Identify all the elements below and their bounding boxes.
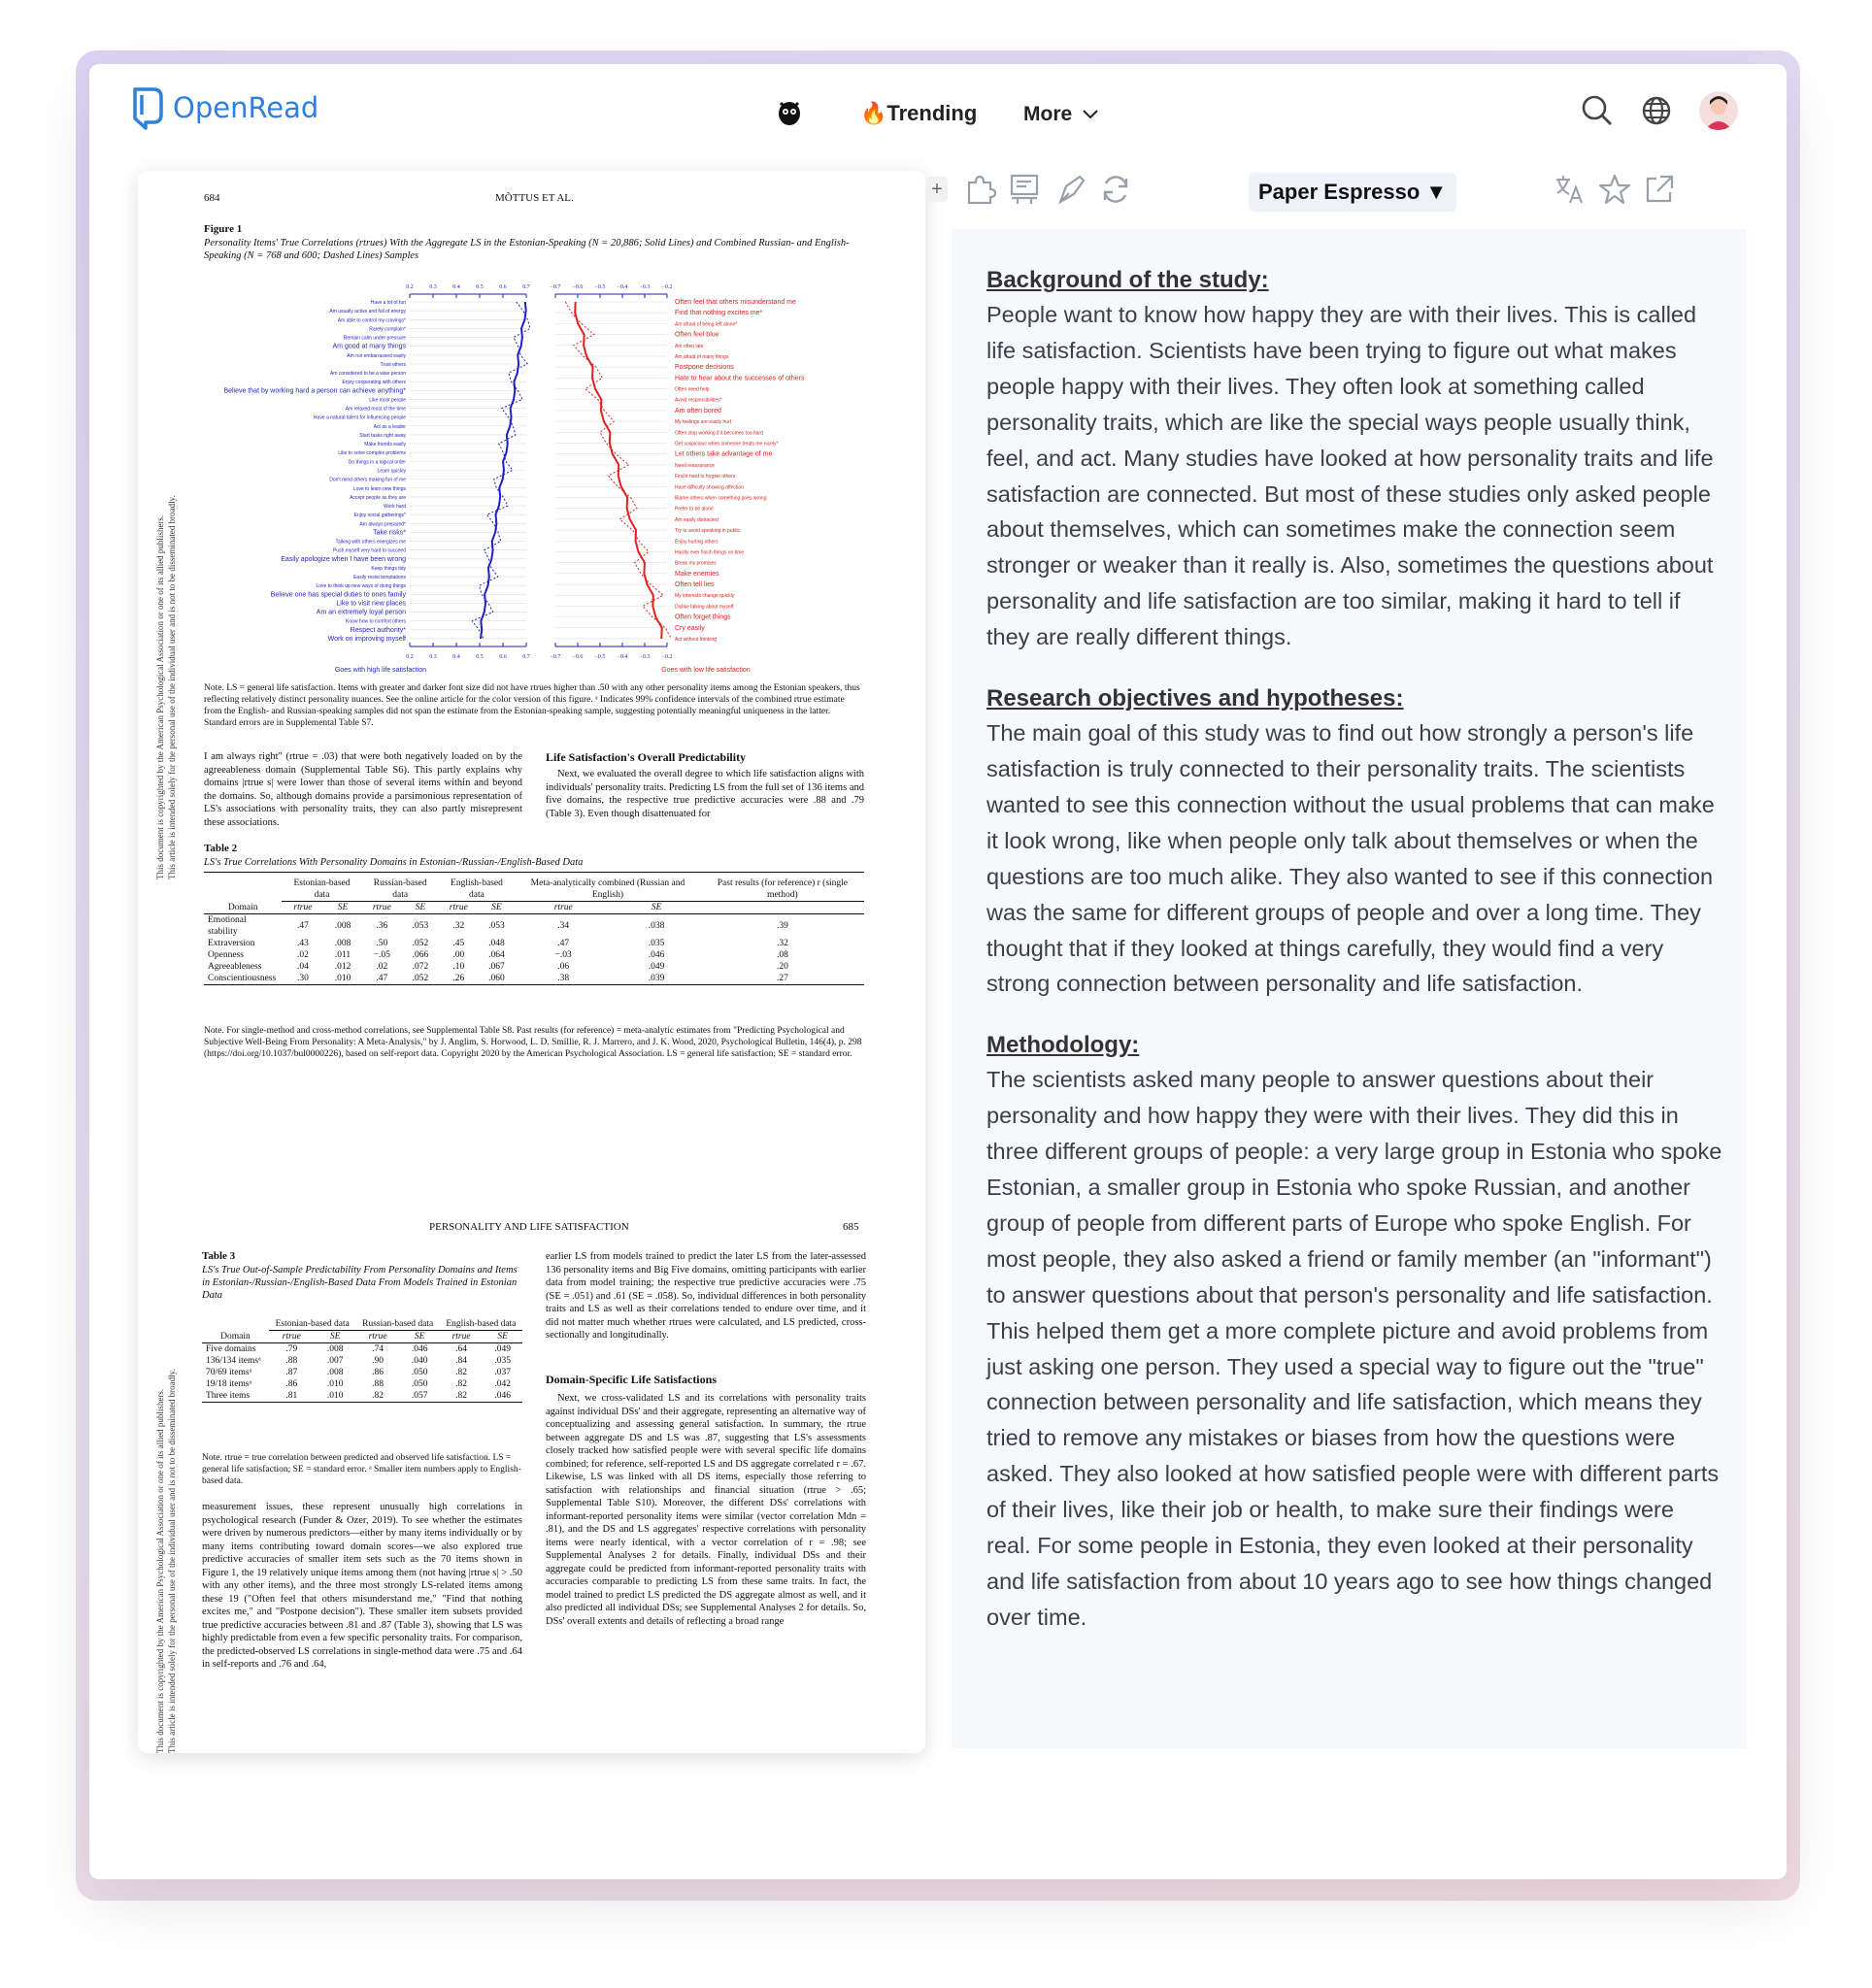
section-heading: Life Satisfaction's Overall Predictability [546, 750, 747, 764]
pdf-page-685 [138, 1209, 925, 1753]
table-cell: .053 [488, 921, 505, 931]
table-column-header: rtrue [362, 902, 402, 914]
table-cell: .20 [776, 962, 788, 972]
item-label: Cry easily [675, 624, 705, 632]
item-label: Often feel blue [675, 331, 719, 339]
item-label: Often need help [675, 386, 710, 393]
table-cell: .060 [479, 973, 515, 985]
figure-label: Figure 1 [204, 223, 243, 235]
table-cell: .046 [648, 950, 665, 960]
item-label: Postpone decisions [675, 364, 734, 372]
table-row [202, 1343, 522, 1356]
table-cell: .010 [326, 1379, 344, 1389]
item-label: Avoid responsibilities* [675, 397, 722, 404]
item-label: Prefer to be alone [675, 506, 714, 513]
table-group-header: Russian-based data [362, 878, 439, 902]
table-cell: .06 [557, 962, 570, 972]
mascot-icon[interactable] [777, 97, 802, 131]
table-group-header: English-based data [440, 1318, 522, 1331]
axis-caption: Goes with low life satisfaction [661, 667, 751, 674]
table-3 [202, 1318, 522, 1444]
item-label: Enjoy social gatherings* [353, 513, 406, 519]
item-label: My feelings are easily hurt [675, 419, 732, 426]
item-label: Am always prepared* [359, 521, 406, 528]
item-label: Hardly ever finish things on time [675, 549, 745, 556]
table-column-header: rtrue [440, 1331, 484, 1343]
table-cell: .82 [455, 1368, 467, 1377]
table-group-header: Russian-based data [356, 1318, 440, 1331]
axis-tick-label: −0.2 [661, 654, 673, 660]
summary-section-body: People want to know how happy they are with their lives. This is called life satisfaction. Scientists have been trying to figure out what makes people happy with their lives. They often look at something called personality traits, which are like the special ways people usually think, feel, and act. Many studies have looked at how personality traits and life satisfaction are connected. But most of these studies only asked people about themselves, which can sometimes make the connection seem stronger or weaker than it really is. Also, sometimes the questions about personality and life satisfaction are too similar, making it hard to tell if they are really different things. [986, 302, 1714, 650]
table-cell: .82 [440, 1390, 484, 1403]
table-cell: .057 [400, 1390, 440, 1403]
table-cell: .067 [488, 962, 505, 972]
item-label: Am often late [675, 343, 704, 349]
pen-nib-icon[interactable] [1054, 173, 1087, 206]
table-cell: .84 [455, 1356, 467, 1366]
copyright-note-2: This article is intended solely for the personal use of the individual user and is not to be disseminated broadly. [167, 1369, 177, 1753]
table-row-label: Extraversion [208, 939, 255, 948]
item-label: Act without thinking [675, 637, 718, 643]
item-label: Respect authority* [350, 626, 406, 634]
axis-tick-label: 0.4 [452, 284, 460, 290]
table-cell: .052 [402, 973, 439, 985]
table-row-label: Agreeableness [208, 962, 262, 972]
table-3-grid [202, 1318, 522, 1403]
item-label: Am usually active and full of energy [329, 309, 406, 315]
item-label: Find that nothing excites me* [675, 310, 763, 317]
item-label: Am often bored [675, 407, 721, 414]
summary-section-heading: Background of the study: [986, 267, 1269, 293]
axis-tick-label: −0.7 [550, 654, 561, 660]
axis-tick-label: 0.5 [476, 654, 484, 660]
item-label: Often feel that others misunderstand me [675, 299, 796, 306]
axis-tick-label: 0.3 [429, 654, 437, 660]
item-label: Believe one has special duties to ones family [270, 591, 406, 599]
table-cell: .035 [494, 1356, 511, 1366]
table-group-header: Estonian-based data [269, 1318, 356, 1331]
table-cell: .47 [557, 939, 570, 948]
item-label: Easily resist temptations [353, 575, 406, 581]
table-cell: .035 [648, 939, 665, 948]
copyright-note-1: This document is copyrighted by the American Psychological Association or one of its allied publishers. [155, 1388, 165, 1753]
puzzle-icon[interactable] [963, 173, 996, 206]
table-cell: .45 [452, 939, 465, 948]
refresh-icon[interactable] [1099, 173, 1132, 206]
copyright-note-1: This document is copyrighted by the American Psychological Association or one of its allied publishers. [155, 514, 165, 879]
item-label: Know how to comfort others [346, 618, 406, 625]
axis-tick-label: −0.4 [617, 284, 628, 290]
avatar[interactable] [1699, 91, 1738, 130]
item-label: Have difficulty showing affection [675, 484, 744, 491]
table-cell: .008 [326, 1344, 344, 1354]
item-label: Like to visit new places [336, 600, 406, 608]
table-cell: .04 [296, 962, 309, 972]
item-label: Do things in a logical order [348, 459, 406, 466]
table-cell: .08 [776, 950, 788, 960]
item-label: Often stop working if it becomes too hard [675, 430, 763, 437]
table-column-header: Domain [204, 902, 282, 914]
table-3-note: Note. rtrue = true correlation between predicted and observed life satisfaction. LS = general life satisfaction; SE = standard error. ᵃ Smaller item numbers apply to English-based data. [202, 1453, 521, 1486]
item-label: My interests change quickly [675, 593, 735, 600]
nav-right-actions [1581, 91, 1738, 130]
body-column-right: Next, we cross-validated LS and its correlations with personality traits against individual DSs' and their aggregate, representing an alternative way of conceptualizing and assessing general satisfaction. In summary, the rtrue between aggregate DS and LS was .87, suggesting that LS's assessments closely tracked how satisfied people were with several specific life domains combined; for reference, self-reported LS and DS aggregate correlated r = .67. Likewise, LS was linked with all DS items, especially those referring to satisfaction with relationships and financial situation (rtrue > .65; Supplemental Table S10). Moreover, the different DSs' correlations with informant-reported personality items were similar (vector correlation Mdn = .81), and the DS and LS aggregates' respective correlations with personality items were nearly identical, with a vector correlation of r = .98; see Supplemental Analyses 2 for details. Finally, individual DSs and their aggregate could be predicted from informant-reported personality traits with accuracies comparable to predicting LS from these same traits. In fact, the model trained to predict LS predicted the DS aggregate almost as well, and it also predicted all individual DSs; see Supplemental Analyses 2 for details. So, DSs' overall extents and details of reflecting a broad range [546, 1393, 866, 1627]
axis-tick-label: 0.4 [452, 654, 460, 660]
table-column-header: SE [402, 902, 439, 914]
reader-toolbar [926, 171, 1761, 219]
table-cell: .040 [411, 1356, 428, 1366]
table-column-header [701, 902, 864, 914]
table-cell: .64 [455, 1344, 467, 1354]
table-column-header: SE [479, 902, 515, 914]
table-cell: .02 [296, 950, 309, 960]
table-group-header: Past results (for reference) r (single method) [701, 878, 864, 902]
axis-tick-label: −0.6 [572, 284, 584, 290]
item-label: Start tasks right away [359, 432, 406, 439]
table-row [204, 949, 864, 961]
nav-more[interactable] [1023, 103, 1099, 126]
section-heading: Domain-Specific Life Satisfactions [546, 1373, 717, 1386]
table-cell: −.03 [554, 950, 572, 960]
item-label: Enjoy cooperating with others [342, 380, 406, 386]
page-number: 684 [204, 192, 220, 204]
item-label: Am afraid of being left alone* [675, 321, 738, 328]
item-label: Easily apologize when I have been wrong [281, 555, 406, 563]
table-cell: .86 [372, 1368, 384, 1377]
body-column-right: Next, we evaluated the overall degree to which life satisfaction aligns with individuals' personality traits. Predicting LS from the full set of 136 items and five domains, the respective true predictive accuracies were .88 and .79 (Table 3). Even though disattenuated for [546, 769, 864, 819]
table-row [204, 914, 864, 939]
table-row [204, 961, 864, 973]
item-label: Am afraid of many things [675, 353, 729, 360]
axis-tick-label: 0.2 [406, 284, 414, 290]
item-label: Act as a leader [373, 423, 406, 430]
table-3-label: Table 3 [202, 1250, 236, 1262]
table-cell: .00 [452, 950, 465, 960]
table-cell: .32 [776, 939, 788, 948]
table-cell: .36 [376, 921, 388, 931]
table-cell: .008 [334, 939, 351, 948]
table-cell: .26 [439, 973, 479, 985]
table-2-grid [204, 878, 864, 985]
table-cell: .81 [269, 1390, 315, 1403]
item-label: Work hard [384, 504, 406, 511]
table-2-label: Table 2 [204, 843, 238, 854]
table-cell: .042 [494, 1379, 511, 1389]
logo[interactable] [132, 85, 318, 130]
table-rule [204, 872, 864, 873]
item-label: Make enemies [675, 570, 719, 578]
table-row-label: Emotional stability [208, 915, 247, 937]
table-group-header: Estonian-based data [282, 878, 361, 902]
table-cell: .066 [412, 950, 429, 960]
table-cell: .43 [296, 939, 309, 948]
open-external-icon[interactable] [1643, 173, 1676, 206]
axis-caption: Goes with high life satisfaction [334, 667, 427, 674]
translate-icon[interactable] [1554, 173, 1587, 206]
pdf-page-684 [138, 171, 925, 1171]
table-cell: .049 [648, 962, 665, 972]
table-cell: .008 [326, 1368, 344, 1377]
table-column-header: SE [612, 902, 700, 914]
table-cell: .32 [452, 921, 465, 931]
figure-1-chart [138, 273, 925, 680]
summary-section-body: The scientists asked many people to answer questions about their personality and how happy they were with their lives. They did this in three different groups of people: a very large group in Estonia who spoke Estonian, a smaller group in Estonia who spoke Russian, and another group of people from different parts of Europe who spoke English. For most people, they also asked a friend or family member (an "informant") to answer questions about that person's personality and life satisfaction. This helped them get a more complete picture and avoid problems from just asking one person. They used a special way to figure out the "true" connection between personality and life satisfaction, which means they tried to remove any mistakes or biases from how the questions were asked. They also looked at how satisfied people were with different parts of their lives, like their job or health, to make sure their findings were real. For some people in Estonia, they even looked at their personality and life satisfaction from about 10 years ago to see how things changed over time. [986, 1067, 1722, 1630]
axis-tick-label: 0.7 [522, 284, 530, 290]
table-cell: .048 [488, 939, 505, 948]
item-label: Am not embarrassed easily [347, 352, 406, 359]
table-cell: .049 [494, 1344, 511, 1354]
item-label: Learn quickly [377, 468, 406, 475]
table-row-label: Conscientiousness [204, 973, 282, 985]
item-label: Am able to control my cravings* [337, 317, 406, 324]
running-head: MÕTTUS ET AL. [495, 192, 574, 204]
summary-section-heading: Methodology: [986, 1032, 1140, 1059]
table-cell: .30 [282, 973, 323, 985]
item-label: Keep things tidy [371, 565, 406, 572]
table-cell: .82 [455, 1379, 467, 1389]
figure-note: Note. LS = general life satisfaction. Items with greater and darker font size did not have rtrues higher than .50 with any other personality items among the Estonian speakers, thus reflecting relatively distinct personality nuances. See the online article for the color version of this figure. ᵃ Indicates 99% confidence intervals of the combined rtrue estimate from the English- and Russian-speaking samples did not span the estimate from the Estonian-speaking sample, suggesting potentially meaningful uniqueness in the latter. Standard errors are in Supplemental Table S7. [204, 683, 860, 728]
app-window [89, 64, 1787, 1879]
item-label: Push myself very hard to succeed [332, 547, 406, 554]
table-2-title: LS's True Correlations With Personality Domains in Estonian-/Russian-/English-Based Data [204, 857, 584, 868]
table-cell: .88 [372, 1379, 384, 1389]
top-nav [89, 64, 1787, 161]
brand-name: OpenRead [173, 91, 319, 124]
table-cell: .86 [285, 1379, 298, 1389]
table-row-label: 136/134 itemsᵃ [206, 1356, 261, 1366]
item-label: Blame others when something goes wrong [675, 495, 767, 502]
table-column-header: SE [323, 902, 361, 914]
table-cell: .037 [494, 1368, 511, 1377]
item-label: Have a lot of fun [370, 300, 406, 306]
axis-tick-label: 0.2 [406, 654, 414, 660]
axis-tick-label: −0.3 [639, 654, 651, 660]
item-label: Remain calm under pressure [343, 335, 406, 342]
search-icon[interactable] [1581, 94, 1614, 127]
table-cell: .012 [334, 962, 351, 972]
item-label: Am an extremely loyal person [316, 609, 406, 616]
axis-tick-label: −0.3 [639, 284, 651, 290]
item-label: Love to think up new ways of doing things [316, 583, 406, 590]
table-column-header: SE [315, 1331, 356, 1343]
table-column-header: rtrue [439, 902, 479, 914]
axis-tick-label: 0.7 [522, 654, 530, 660]
copyright-note-2: This article is intended solely for the personal use of the individual user and is not to be disseminated broadly. [167, 495, 177, 879]
table-cell: .007 [326, 1356, 344, 1366]
page-number: 685 [843, 1221, 859, 1233]
table-cell: .050 [411, 1368, 428, 1377]
nav-more-label: More [1023, 103, 1073, 125]
item-label: Enjoy hurting others [675, 539, 719, 546]
table-cell: .74 [372, 1344, 384, 1354]
item-label: Need reassurance [675, 462, 715, 469]
item-label: Am relaxed most of the time [345, 406, 406, 413]
table-cell: .053 [412, 921, 429, 931]
add-button[interactable]: + [926, 177, 948, 202]
axis-tick-label: 0.3 [429, 284, 437, 290]
table-cell: .050 [411, 1379, 428, 1389]
item-label: Take risks* [373, 529, 406, 537]
table-row-label: 19/18 itemsᵃ [206, 1379, 252, 1389]
chevron-down-icon [1082, 109, 1099, 120]
item-label: Don't mind others making fun of me [329, 477, 406, 483]
item-label: Make friends easily [364, 442, 406, 448]
axis-tick-label: −0.5 [594, 654, 606, 660]
body-column-left: measurement issues, these represent unusually high correlations in psychological research (Funder & Ozer, 2019). To see whether the estimates were driven by numerous predictors—either by many items individually or by many items contributing toward domain scores—we also explored true predictive accuracies of smaller item sets such as the 70 items shown in Figure 1, the 19 relatively unique items among them (not having |rtrue s| > .50 with any other items), and the three most strongly LS-related items among these 19 ("Often feel that others misunderstand me," "Find that nothing excites me," and "Postpone decision"). These smaller item subsets provided true predictive accuracies between .81 and .87 (Table 3), showing that LS was highly predictable from even a few specific personality traits. For comparison, the predicted-observed LS correlations in single-method data were .75 and .64 in self-reports and .76 and .64, [202, 1502, 522, 1670]
axis-tick-label: −0.4 [617, 654, 628, 660]
item-label: Break my promises [675, 560, 717, 567]
table-corner [204, 878, 282, 902]
table-cell: .79 [285, 1344, 298, 1354]
summary-content [986, 264, 1722, 1636]
figure-title: Personality Items' True Correlations (rtrues) With the Aggregate LS in the Estonian-Speaking (N = 20,886; Solid Lines) and Combined Russian- and English-Speaking (N = 768 and 600; Dashed Lines) Samples [204, 238, 850, 261]
table-cell: .011 [334, 950, 351, 960]
item-label: Like most people [369, 397, 406, 404]
item-label: Often forget things [675, 613, 731, 621]
nav-trending[interactable]: 🔥Trending [860, 101, 978, 125]
table-cell: .90 [372, 1356, 384, 1366]
table-2 [204, 878, 864, 1013]
item-label: Am considered to be a wise person [329, 371, 406, 378]
table-corner [202, 1318, 269, 1331]
table-column-header: SE [483, 1331, 522, 1343]
item-label: Dislike talking about myself [675, 604, 734, 611]
axis-tick-label: −0.7 [550, 284, 561, 290]
table-cell: .39 [776, 921, 788, 931]
table-cell: .38 [515, 973, 612, 985]
table-row-label: Openness [208, 950, 244, 960]
summary-section-heading: Research objectives and hypotheses: [986, 685, 1404, 712]
table-cell: .88 [285, 1356, 298, 1366]
item-label: Find it hard to forgive others [675, 474, 736, 480]
item-label: Let others take advantage of me [675, 450, 773, 458]
table-column-header: rtrue [269, 1331, 315, 1343]
table-cell: .064 [488, 950, 505, 960]
item-label: Trust others [380, 361, 406, 368]
axis-tick-label: −0.5 [594, 284, 606, 290]
table-cell: .47 [296, 921, 309, 931]
table-cell: .008 [334, 921, 351, 931]
star-icon[interactable] [1598, 173, 1631, 206]
item-label: Rarely complain* [369, 326, 406, 333]
table-row [204, 938, 864, 949]
summary-mode-select[interactable]: Paper Espresso ▼ [1249, 173, 1456, 212]
item-label: Get suspicious when someone treats me nicely* [675, 441, 779, 447]
item-label: Am good at many things [332, 343, 406, 350]
body-column-left: I am always right" (rtrue = .03) that were both negatively loaded on by the agreeableness domain (Supplemental Table S6). This partly explains why domains |rtrue s| were lower than those of several items within and beyond the domains. So, although domains provide a parsimonious representation of LS's associations with personality traits, they can also partly misrepresent these associations. [204, 751, 522, 828]
table-cell: −.05 [373, 950, 390, 960]
summary-section-body: The main goal of this study was to find out how strongly a person's life satisfaction is truly connected to their personality traits. The scientists wanted to see this connection without the usual problems that can make it look wrong, like when people only talk about themselves or when the questions are too much alike. They also wanted to see if this connection was the same for different groups of people and over a long time. They thought that if they looked at things carefully, they would find a very strong connection between personality and life satisfaction. [986, 720, 1715, 997]
table-cell: .50 [376, 939, 388, 948]
table-cell: .052 [412, 939, 429, 948]
table-row-label: Five domains [206, 1344, 256, 1354]
globe-icon[interactable] [1641, 95, 1672, 126]
table-cell: .010 [323, 973, 361, 985]
openread-logo-icon [132, 85, 165, 130]
table-column-header: Domain [202, 1331, 269, 1343]
table-cell: .02 [376, 962, 388, 972]
item-label: Hate to hear about the successes of others [675, 375, 805, 382]
table-cell: .038 [648, 921, 665, 931]
table-row-label: Three items [202, 1390, 269, 1403]
body-column-right-top: earlier LS from models trained to predict the later LS from the later-assessed 136 personality items and Big Five domains, omitting participants with earlier data from model training; the respective true predictive accuracies were .75 (SE = .051) and .61 (SE = .058). So, individual differences in both personality traits and LS as well as their correlations tended to endure over time, and it did not matter much whether rtrues were calculated, and LS predicted, cross-sectionally and longitudinally. [546, 1251, 866, 1341]
series-line-solid [575, 302, 662, 639]
table-cell: .039 [612, 973, 700, 985]
running-head: PERSONALITY AND LIFE SATISFACTION [429, 1221, 629, 1233]
item-label: Have a natural talent for influencing people [313, 414, 406, 421]
table-row [202, 1367, 522, 1378]
table-column-header: SE [400, 1331, 440, 1343]
table-cell: .82 [356, 1390, 400, 1403]
table-group-header: English-based data [439, 878, 515, 902]
table-column-header: rtrue [282, 902, 323, 914]
item-label: Try to avoid speaking in public [675, 528, 741, 535]
item-label: Often tell lies [675, 581, 715, 589]
table-row [202, 1390, 522, 1403]
table-cell: .010 [315, 1390, 356, 1403]
item-label: Talking with others energizes me [335, 539, 406, 546]
table-row-label: 70/69 itemsᵃ [206, 1368, 252, 1377]
axis-tick-label: 0.6 [499, 284, 507, 290]
table-cell: .046 [411, 1344, 428, 1354]
summary-panel[interactable] [952, 229, 1746, 1748]
item-label: Like to solve complex problems [338, 450, 406, 457]
table-row [202, 1355, 522, 1367]
table-3-title: LS's True Out-of-Sample Predictability From Personality Domains and Items in Estonian-/Russian-/English-Based Data From Models Trained in Estonian Data [202, 1265, 518, 1301]
item-label: Accept people as they are [350, 494, 406, 501]
table-cell: .87 [285, 1368, 298, 1377]
axis-tick-label: −0.2 [661, 284, 673, 290]
item-label: Am easily distracted [675, 516, 719, 523]
table-cell: .34 [557, 921, 570, 931]
table-cell: .10 [452, 962, 465, 972]
table-cell: .27 [701, 973, 864, 985]
table-group-header: Meta-analytically combined (Russian and English) [515, 878, 701, 902]
table-row [204, 973, 864, 985]
axis-tick-label: 0.6 [499, 654, 507, 660]
item-label: Work on improving myself [327, 636, 406, 643]
table-row [202, 1378, 522, 1390]
item-label: Believe that by working hard a person can achieve anything* [223, 387, 406, 395]
pdf-viewer[interactable] [138, 171, 925, 1753]
item-label: Love to learn new things [352, 485, 406, 492]
presentation-icon[interactable] [1008, 173, 1041, 206]
table-cell: .072 [412, 962, 429, 972]
table-cell: .046 [483, 1390, 522, 1403]
table-column-header: rtrue [515, 902, 612, 914]
axis-tick-label: −0.6 [572, 654, 584, 660]
axis-tick-label: 0.5 [476, 284, 484, 290]
table-cell: .47 [362, 973, 402, 985]
table-column-header: rtrue [356, 1331, 400, 1343]
table-2-note: Note. For single-method and cross-method correlations, see Supplemental Table S8. Past results (for reference) = meta-analytic estimates from "Predicting Psychological and Subjective Well-Being From Personality: A Meta-Analysis," by J. Anglim, S. Horwood, L. D. Smillie, R. J. Marrero, and J. K. Wood, 2020, Psychological Bulletin, 146(4), p. 298 (https://doi.org/10.1037/bul0000226), based on self-report data. Copyright 2020 by the American Psychological Association. LS = general life satisfaction; SE = standard error. [204, 1026, 862, 1059]
